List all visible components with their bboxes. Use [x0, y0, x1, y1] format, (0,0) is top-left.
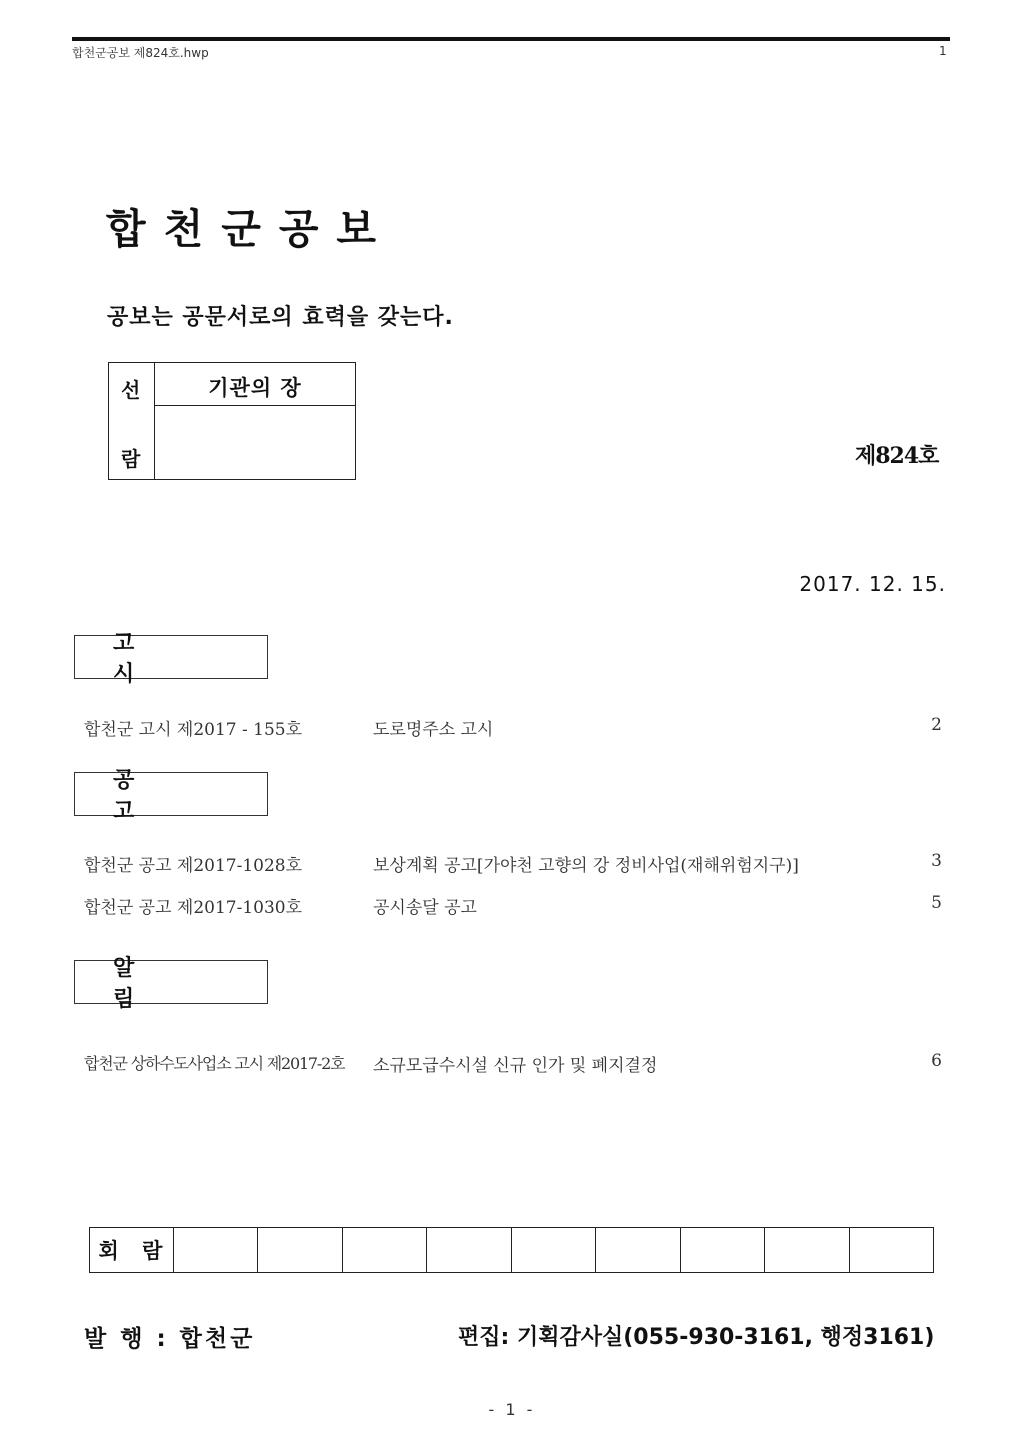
circulation-signature-cell	[511, 1228, 595, 1272]
approval-box	[108, 362, 356, 480]
approval-label-top: 선	[121, 378, 141, 402]
circulation-signature-cell	[680, 1228, 764, 1272]
entry-page: 3	[931, 851, 942, 871]
gazette-subtitle: 공보는 공문서로의 효력을 갖는다.	[107, 305, 454, 330]
toc-entry[interactable]	[84, 715, 944, 741]
entry-reference: 합천군 고시 제2017 - 155호	[84, 720, 303, 740]
circulation-signature-cell	[342, 1228, 426, 1272]
circulation-table	[89, 1227, 934, 1273]
approval-divider-horizontal	[154, 405, 355, 406]
approval-label-bottom: 람	[121, 447, 141, 471]
entry-page: 2	[931, 715, 942, 735]
toc-entry[interactable]	[84, 851, 944, 877]
issue-number: 제824호	[855, 443, 939, 469]
circulation-signature-cell	[426, 1228, 510, 1272]
publisher-line: 발 행 : 합천군	[84, 1326, 256, 1352]
circulation-signature-cell	[764, 1228, 848, 1272]
entry-description: 공시송달 공고	[373, 898, 477, 918]
entry-reference: 합천군 공고 제2017-1030호	[84, 898, 303, 918]
header-filename: 합천군공보 제824호.hwp	[72, 46, 209, 60]
publication-date: 2017. 12. 15.	[799, 572, 946, 596]
page-footer-number: - 1 -	[488, 1400, 536, 1419]
entry-description: 소규모급수시설 신규 인가 및 폐지결정	[373, 1056, 658, 1076]
circulation-signature-cell	[595, 1228, 679, 1272]
header-page-number: 1	[939, 44, 947, 58]
circulation-signature-cell	[849, 1228, 933, 1272]
section-title-notice: 고 시	[74, 635, 268, 679]
toc-entry[interactable]	[84, 893, 944, 919]
circulation-label: 회 람	[98, 1239, 171, 1263]
circulation-signature-cell	[173, 1228, 257, 1272]
entry-description: 도로명주소 고시	[373, 720, 494, 740]
section-title-announcement: 공 고	[74, 772, 268, 816]
entry-description: 보상계획 공고[가야천 고향의 강 정비사업(재해위험지구)]	[373, 856, 799, 876]
circulation-signature-cell	[257, 1228, 341, 1272]
editor-line: 편집: 기획감사실(055-930-3161, 행정3161)	[458, 1325, 935, 1350]
entry-page: 6	[931, 1051, 942, 1071]
entry-reference: 합천군 공고 제2017-1028호	[84, 856, 303, 876]
approval-header: 기관의 장	[208, 376, 302, 400]
entry-reference: 합천군 상하수도사업소 고시 제2017-2호	[84, 1054, 345, 1073]
header-rule	[72, 37, 950, 41]
toc-entry[interactable]	[84, 1051, 944, 1077]
section-title-notification: 알 림	[74, 960, 268, 1004]
gazette-title: 합천군공보	[106, 205, 395, 253]
entry-page: 5	[931, 893, 942, 913]
